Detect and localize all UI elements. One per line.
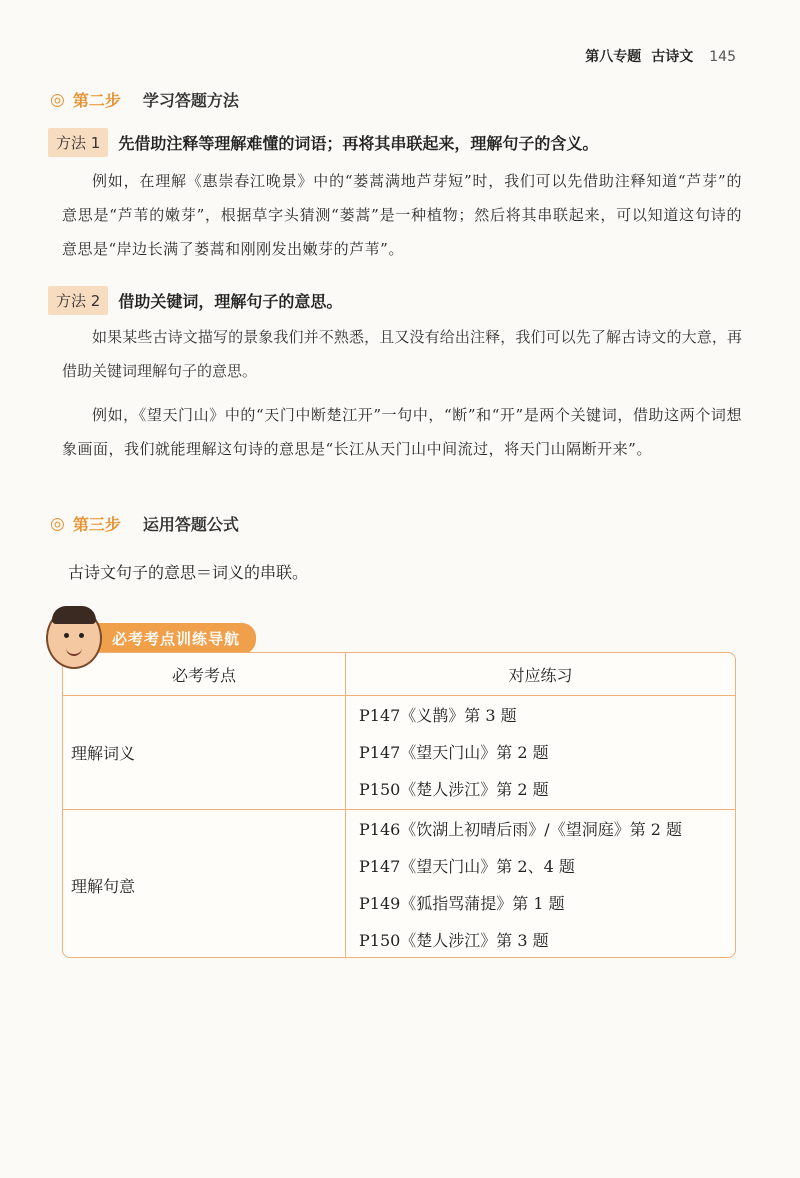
training-table <box>62 652 736 958</box>
step-label: 第二步 <box>72 91 121 110</box>
step-three-heading <box>50 512 239 535</box>
method-two-example: 例如，《望天门山》中的“天门中断楚江开”一句中，“断”和“开”是两个关键词，借助这两个词想象画面，我们就能理解这句诗的意思是“长江从天门山中间流过，将天门山隔断开来”。 <box>62 406 742 458</box>
method-title: 先借助注释等理解难懂的词语；再将其串联起来，理解句子的含义。 <box>118 134 599 153</box>
exercise-item: P149《狐指骂蒲提》第 1 题 <box>359 894 565 913</box>
target-circle-icon: ◎ <box>50 513 65 534</box>
column-header-topic: 必考考点 <box>63 653 346 696</box>
method-title: 借助关键词，理解句子的意思。 <box>118 292 343 311</box>
header-topic: 古诗文 <box>651 49 694 65</box>
topic-cell: 理解句意 <box>63 810 346 959</box>
table-row <box>63 696 735 810</box>
exercise-cell <box>346 696 736 810</box>
method-one-example: 例如，在理解《惠崇春江晚景》中的“蒌蒿满地芦芽短”时，我们可以先借助注释知道“芦芽”的意思是“芦苇的嫩芽”，根据草字头猜测“蒌蒿”是一种植物；然后将其串联起来，可以知道这句诗的意思是“岸边长满了蒌蒿和刚刚发出嫩芽的芦苇”。 <box>62 172 742 258</box>
exercise-item: P147《望天门山》第 2 题 <box>359 743 549 762</box>
method-two-paragraph: 如果某些古诗文描写的景象我们并不熟悉，且又没有给出注释，我们可以先了解古诗文的大意，再借助关键词理解句子的意思。 <box>62 328 742 380</box>
target-circle-icon: ◎ <box>50 89 65 110</box>
method-two-heading <box>48 286 342 315</box>
method-one-heading <box>48 128 598 157</box>
banner-title: 必考考点训练导航 <box>88 623 256 654</box>
step-two-heading <box>50 88 239 111</box>
boy-avatar-icon <box>46 607 102 669</box>
exercise-item: P147《望天门山》第 2、4 题 <box>359 857 575 876</box>
method-tag: 方法 1 <box>48 128 108 157</box>
topic-cell: 理解词义 <box>63 696 346 810</box>
answer-formula: 古诗文句子的意思＝词义的串联。 <box>68 563 309 582</box>
exercise-item: P146《饮湖上初晴后雨》/《望洞庭》第 2 题 <box>359 820 683 839</box>
page-number: 145 <box>709 49 736 65</box>
step-label: 第三步 <box>72 515 121 534</box>
header-section: 第八专题 <box>585 49 642 65</box>
exercise-cell <box>346 810 736 959</box>
exercise-item: P147《义鹊》第 3 题 <box>359 706 517 725</box>
step-title: 运用答题公式 <box>142 515 239 534</box>
step-title: 学习答题方法 <box>142 91 239 110</box>
table-row <box>63 810 735 959</box>
column-header-exercise: 对应练习 <box>346 653 736 696</box>
exercise-item: P150《楚人涉江》第 2 题 <box>359 780 549 799</box>
page-header <box>585 46 736 66</box>
exercise-item: P150《楚人涉江》第 3 题 <box>359 931 549 950</box>
method-tag: 方法 2 <box>48 286 108 315</box>
